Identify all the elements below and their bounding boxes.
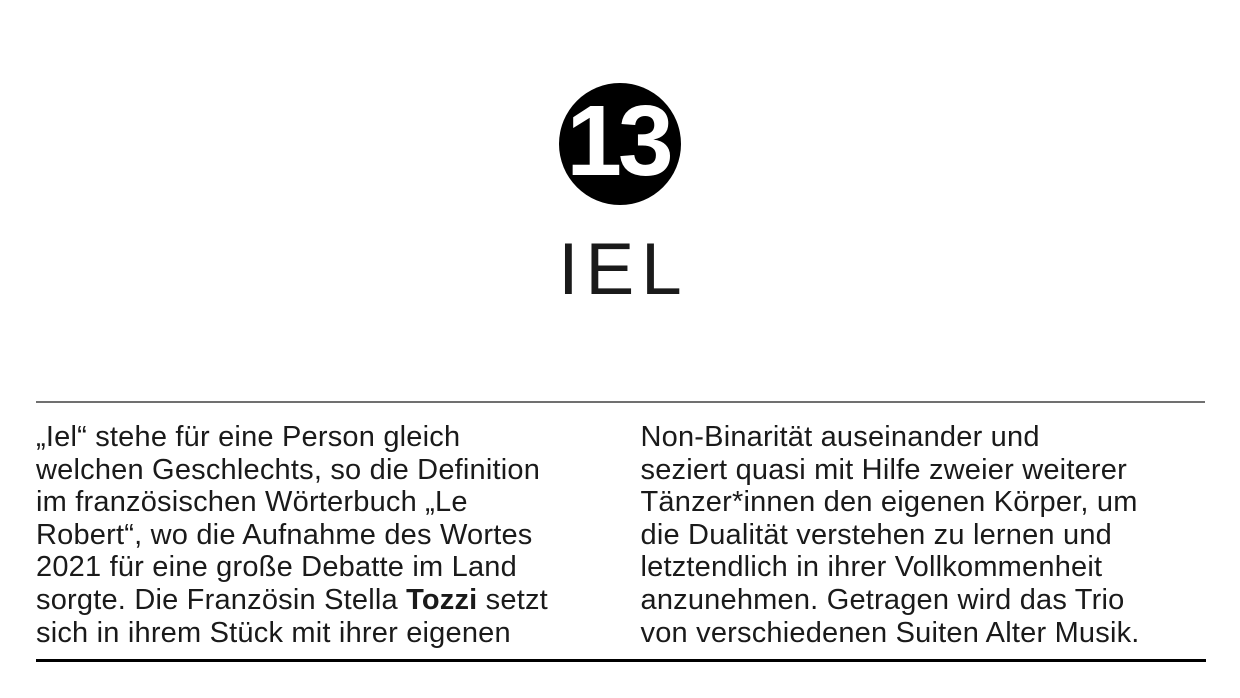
text-line <box>36 551 601 584</box>
text-segment: sorgte. Die Französin Stella <box>36 583 407 616</box>
page-title: IEL <box>558 229 689 310</box>
text-segment: welchen Geschlechts, so die Definition <box>36 453 541 486</box>
text-segment: anzunehmen. Getragen wird das Trio <box>640 583 1125 616</box>
text-segment: sich in ihrem Stück mit ihrer eigenen <box>36 616 511 649</box>
text-line <box>36 584 601 617</box>
text-segment: Robert“, wo die Aufnahme des Wortes <box>36 518 533 551</box>
text-line <box>36 421 601 454</box>
text-line <box>641 486 1206 519</box>
text-line <box>641 454 1206 487</box>
text-segment: setzt <box>477 583 548 616</box>
bold-text-segment: Tozzi <box>406 583 478 616</box>
text-line <box>641 551 1206 584</box>
badge-number: 13 <box>566 85 670 197</box>
text-line <box>641 421 1206 454</box>
text-line <box>641 617 1206 650</box>
top-divider-rule <box>36 401 1205 403</box>
text-line <box>641 519 1206 552</box>
text-segment: von verschiedenen Suiten Alter Musik. <box>640 616 1140 649</box>
text-segment: Non-Binarität auseinander und <box>640 421 1040 453</box>
article-column-left <box>36 421 601 649</box>
text-line <box>36 617 601 650</box>
text-segment: seziert quasi mit Hilfe zweier weiterer <box>640 453 1127 486</box>
text-segment: 2021 für eine große Debatte im Land <box>36 551 517 584</box>
text-line <box>36 486 601 519</box>
number-badge <box>559 83 681 205</box>
text-segment: im französischen Wörterbuch „Le <box>36 486 468 519</box>
bottom-divider-rule <box>36 659 1206 662</box>
text-segment: Tänzer*innen den eigenen Körper, um <box>640 486 1138 519</box>
text-line <box>641 584 1206 617</box>
text-line <box>36 519 601 552</box>
text-line <box>36 454 601 487</box>
article-column-right <box>641 421 1206 649</box>
text-segment: die Dualität verstehen zu lernen und <box>640 518 1112 551</box>
text-segment: letztendlich in ihrer Vollkommenheit <box>640 551 1103 584</box>
text-segment: „Iel“ stehe für eine Person gleich <box>36 421 461 453</box>
article-columns <box>36 421 1205 649</box>
